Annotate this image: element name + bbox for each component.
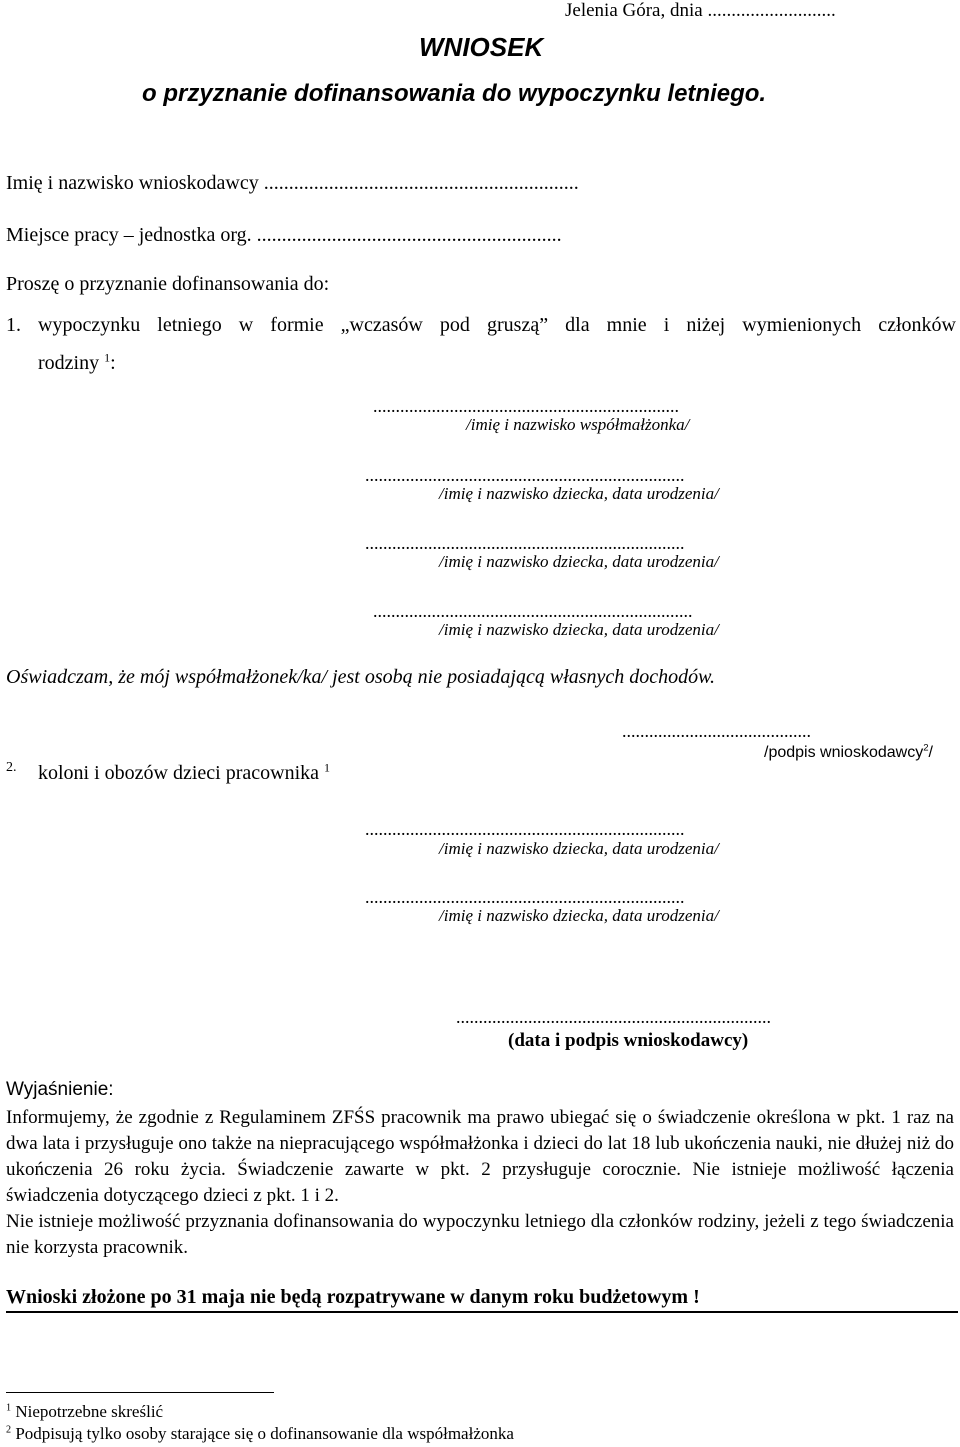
- child-3-field[interactable]: .......................................................................: [373, 601, 693, 621]
- child-2-field[interactable]: .......................................................................: [365, 533, 685, 553]
- date-signature-field[interactable]: ......................................................................: [456, 1007, 771, 1027]
- footnote-2-text: Podpisują tylko osoby starające się o dofinansowanie dla współmałżonka: [15, 1424, 514, 1443]
- applicant-name-field[interactable]: Imię i nazwisko wnioskodawcy ...............................................................: [6, 172, 579, 194]
- place-date-line: Jelenia Góra, dnia ...........................: [565, 0, 836, 21]
- footnote-2-mark: 2: [6, 1424, 12, 1436]
- item1-colon: :: [110, 352, 116, 374]
- item2-number: 2.: [6, 760, 17, 775]
- item1-number: 1.: [6, 314, 21, 336]
- spouse-name-caption: /imię i nazwisko współmałżonka/: [466, 415, 690, 434]
- workplace-field[interactable]: Miejsce pracy – jednostka org. .............................................................: [6, 224, 562, 246]
- camp-child-2-field[interactable]: .......................................................................: [365, 887, 685, 907]
- child-3-caption: /imię i nazwisko dziecka, data urodzenia/: [439, 620, 719, 639]
- item2-heading: [38, 762, 330, 785]
- item1-rodziny: rodziny: [38, 352, 100, 374]
- explanation-paragraph-1: Informujemy, że zgodnie z Regulaminem ZFŚS pracownik ma prawo ubiegać się o świadczenie określona w pkt. 1 raz na dwa lata i przysługuje ono także na niepracującego współmałżonka i dzieci do lat 18 lub ukończenia nauki, nie dłużej niż do ukończenia 26 roku życia. Świadczenie zawarte w pkt. 2 przysługuje corocznie. Nie istnieje możliwość łączenia świadczenia dotyczącego dzieci z pkt. 1 i 2.: [6, 1107, 954, 1206]
- item1-footnote-ref: 1: [104, 350, 111, 365]
- signature-footnote-ref: 2: [923, 742, 929, 754]
- footnote-2: [6, 1424, 514, 1444]
- spouse-income-declaration: Oświadczam, że mój współmałżonek/ka/ jest osobą nie posiadającą własnych dochodów.: [6, 666, 716, 688]
- item1-text-continued: [38, 352, 116, 375]
- deadline-underline: [6, 1311, 958, 1313]
- date-signature-caption: (data i podpis wnioskodawcy): [508, 1030, 749, 1051]
- item1-text: wypoczynku letniego w formie „wczasów pod gruszą” dla mnie i niżej wymienionych członków: [38, 314, 956, 336]
- footnote-1-text: Niepotrzebne skreślić: [15, 1402, 164, 1421]
- camp-child-1-caption: /imię i nazwisko dziecka, data urodzenia/: [439, 839, 719, 858]
- footnote-1-mark: 1: [6, 1402, 12, 1414]
- request-intro: Proszę o przyznanie dofinansowania do:: [6, 273, 330, 295]
- explanation-heading: Wyjaśnienie:: [6, 1079, 114, 1100]
- item2-footnote-ref: 1: [324, 760, 331, 775]
- signature-caption-text: /podpis wnioskodawcy: [764, 744, 924, 761]
- applicant-signature-field[interactable]: ..........................................: [622, 721, 811, 741]
- form-title: WNIOSEK: [419, 32, 544, 62]
- child-2-caption: /imię i nazwisko dziecka, data urodzenia/: [439, 552, 719, 571]
- footnote-1: [6, 1402, 163, 1422]
- explanation-paragraph-2: Nie istnieje możliwość przyznania dofinansowania do wypoczynku letniego dla członków rodziny, jeżeli z tego świadczenia nie korzysta pracownik.: [6, 1211, 954, 1258]
- camp-child-2-caption: /imię i nazwisko dziecka, data urodzenia/: [439, 906, 719, 925]
- deadline-notice: Wnioski złożone po 31 maja nie będą rozpatrywane w danym roku budżetowym !: [6, 1286, 700, 1308]
- spouse-name-field[interactable]: ....................................................................: [373, 396, 679, 416]
- form-subtitle: o przyznanie dofinansowania do wypoczynku letniego.: [142, 80, 767, 107]
- signature-caption-end: /: [928, 744, 933, 761]
- applicant-signature-caption: [764, 744, 933, 762]
- camp-child-1-field[interactable]: .......................................................................: [365, 819, 685, 839]
- footnote-separator: [6, 1392, 274, 1393]
- child-1-caption: /imię i nazwisko dziecka, data urodzenia/: [439, 484, 719, 503]
- item2-text: koloni i obozów dzieci pracownika: [38, 762, 320, 784]
- child-1-field[interactable]: .......................................................................: [365, 465, 685, 485]
